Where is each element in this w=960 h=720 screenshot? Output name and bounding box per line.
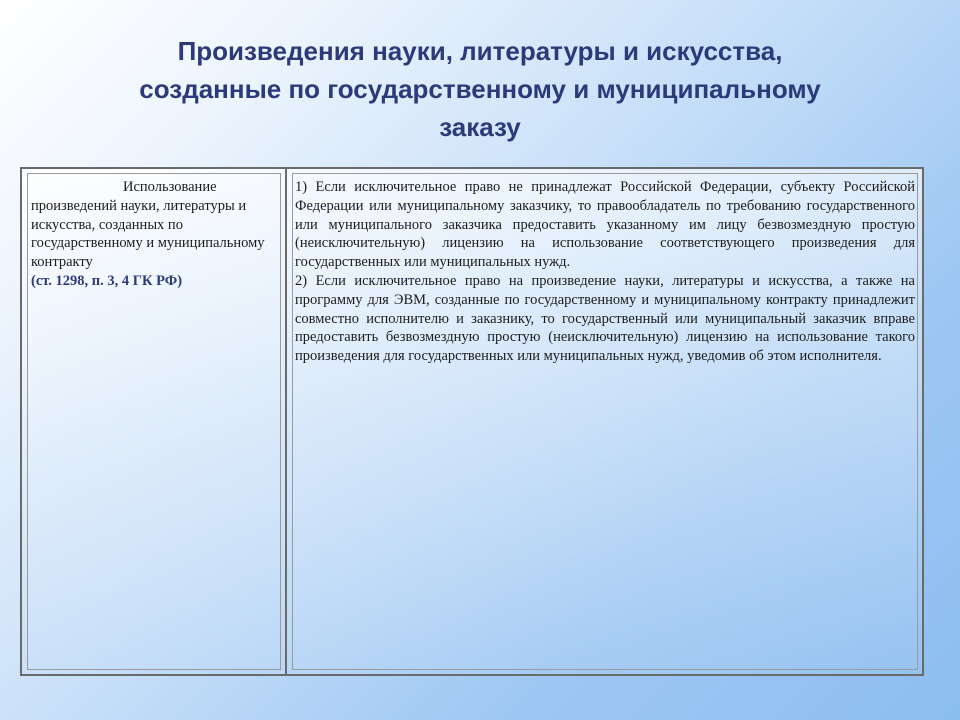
slide-title [40,32,920,146]
slide-title-line-3: заказу [439,112,521,142]
cell-inner-border [292,669,918,670]
slide-title-line-1: Произведения науки, литературы и искусства, [177,36,783,66]
description-paragraph-2: 2) Если исключительное право на произведение науки, литературы и искусства, а также на программу для ЭВМ, созданные по государственному и муниципальному контракту принадлежит совместно исполнителю и заказнику, то государственный или муниципальный заказчик вправе предоставить безвозмездную простую (неисключительную) лицензию на использование такого произведения для государственных или муниципальных нужд, уведомив об этом исполнителя. [295,272,915,365]
cell-inner-border [292,173,918,174]
cell-inner-border [27,669,281,670]
table-cell-description [287,169,922,674]
table-cell-subject [22,169,287,674]
legal-reference: (ст. 1298, п. 3, 4 ГК РФ) [31,272,183,289]
cell-inner-border [27,173,281,174]
cell-inner-border [280,173,281,670]
cell-inner-border [27,173,28,670]
cell-inner-border [917,173,918,670]
subject-first-word: Использование [123,179,217,195]
description-paragraph-1: 1) Если исключительное право не принадлежат Российской Федерации, субъекту Российской Федерации или муниципальному заказчику, то правообладатель по требованию государственного или муниципального заказчика предоставить указанному им лицу безвозмездную простую (неисключительную) лицензию на использование соответствующего произведения для государственных или муниципальных нужд. [295,179,915,271]
cell-inner-border [292,173,293,670]
subject-text [31,178,271,291]
subject-body: произведений науки, литературы и искусства, созданных по государственному и муниципальному контракту [31,197,265,271]
content-table [20,167,924,676]
description-text [295,178,915,366]
slide-title-line-2: созданные по государственному и муниципальному [139,74,821,104]
